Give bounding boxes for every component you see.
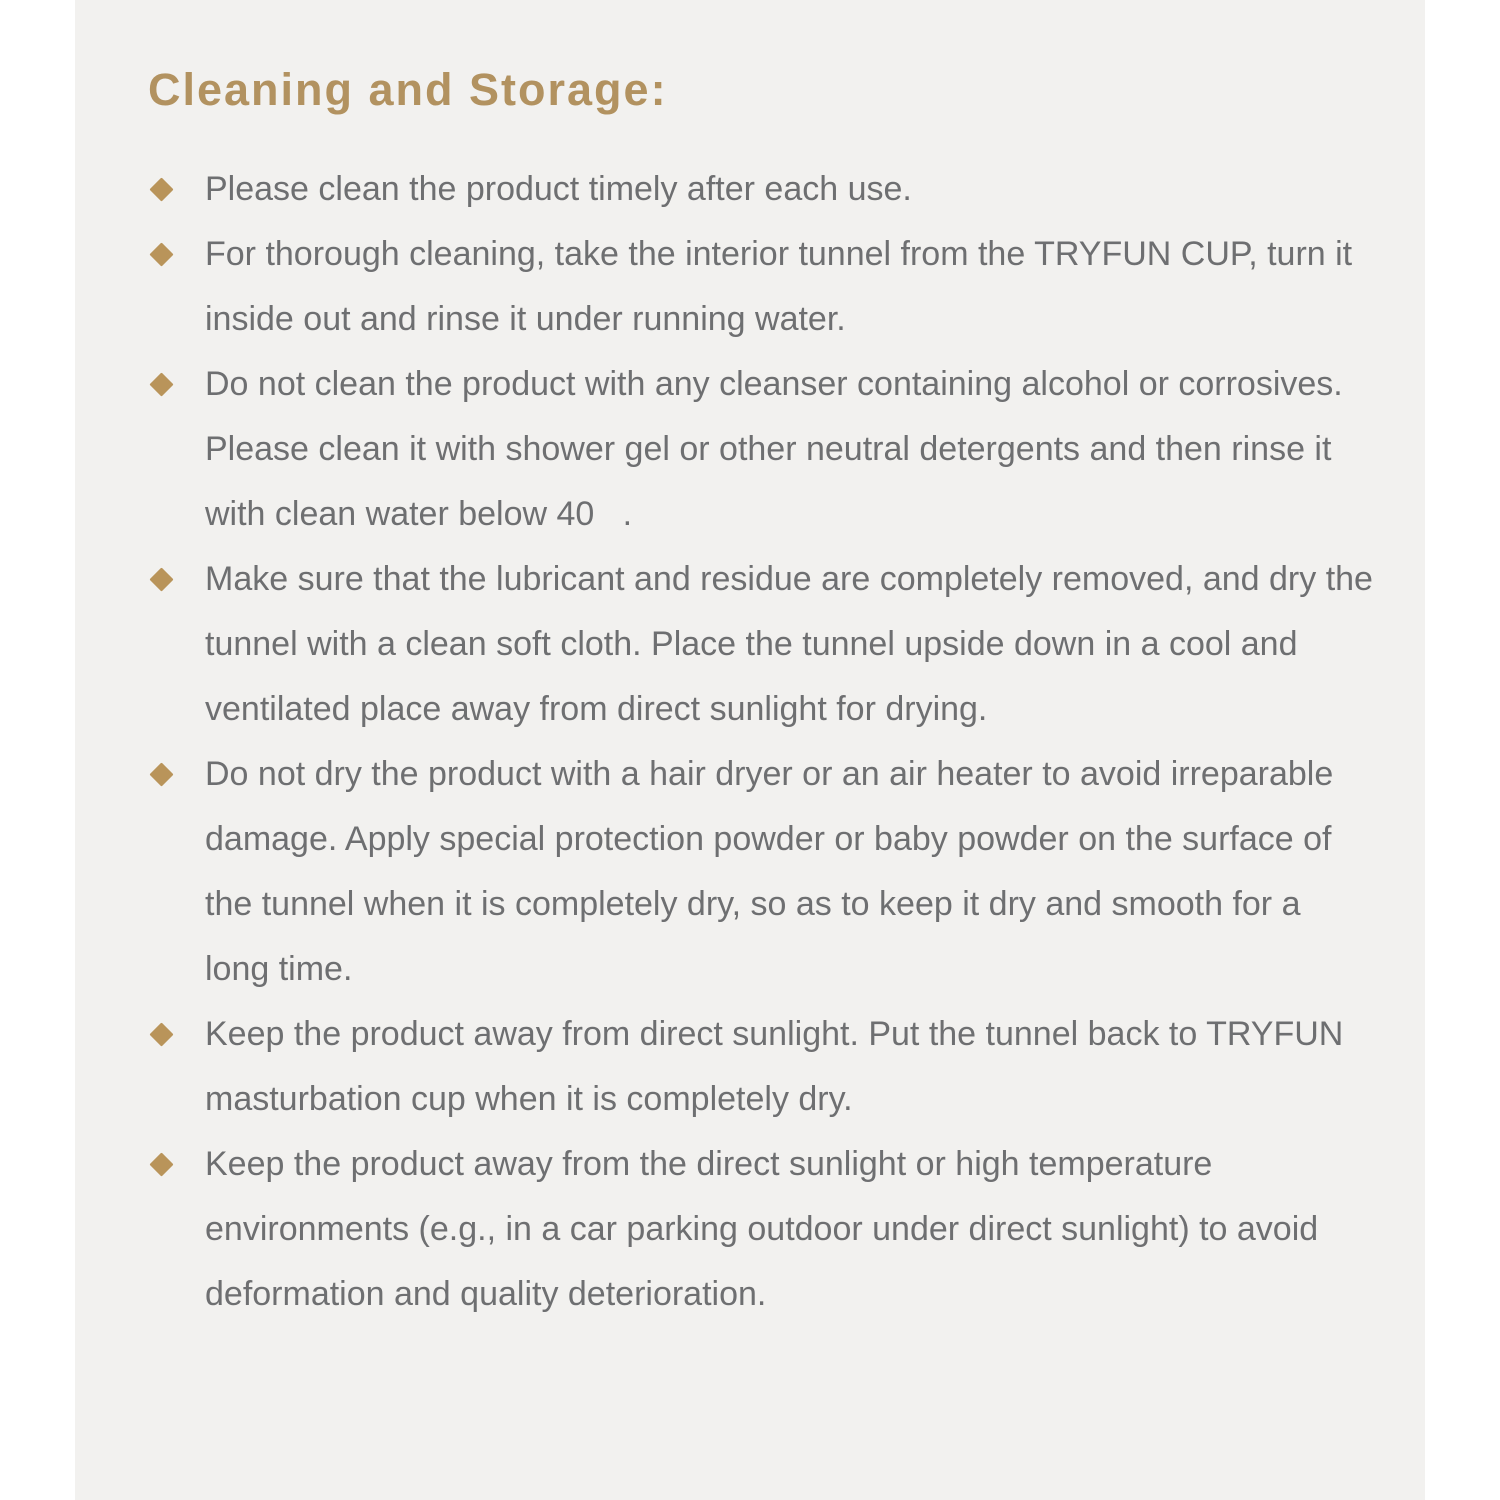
section-title: Cleaning and Storage: xyxy=(148,64,668,115)
list-item xyxy=(148,547,1373,742)
diamond-bullet-icon xyxy=(149,568,173,592)
cleaning-instructions-list xyxy=(148,157,1375,1327)
list-item-text: Please clean the product timely after each use. xyxy=(205,170,912,209)
list-item-text: For thorough cleaning, take the interior tunnel from the TRYFUN CUP, turn it inside out and rinse it under running water. xyxy=(205,235,1353,339)
list-item xyxy=(148,157,1373,222)
diamond-bullet-icon xyxy=(149,373,173,397)
diamond-bullet-icon xyxy=(149,178,173,202)
list-item-text: Do not clean the product with any cleanser containing alcohol or corrosives. Please clean it with shower gel or other neutral detergents and then rinse it with clean water below 40 . xyxy=(205,365,1343,534)
list-item xyxy=(148,1132,1373,1327)
diamond-bullet-icon xyxy=(149,1023,173,1047)
list-item xyxy=(148,352,1373,547)
diamond-bullet-icon xyxy=(149,1153,173,1177)
list-item xyxy=(148,1002,1373,1132)
list-item xyxy=(148,222,1373,352)
diamond-bullet-icon xyxy=(149,243,173,267)
list-item-text: Keep the product away from the direct sunlight or high temperature environments (e.g., in a car parking outdoor under direct sunlight) to avoid deformation and quality deterioration. xyxy=(205,1145,1319,1314)
list-item xyxy=(148,742,1373,1002)
diamond-bullet-icon xyxy=(149,763,173,787)
list-item-text: Keep the product away from direct sunlight. Put the tunnel back to TRYFUN masturbation cup when it is completely dry. xyxy=(205,1015,1344,1119)
list-item-text: Do not dry the product with a hair dryer or an air heater to avoid irreparable damage. Apply special protection powder or baby powder on the surface of the tunnel when it is completely dry, so as to keep it dry and smooth for a long time. xyxy=(205,755,1334,989)
document-body xyxy=(75,0,1425,1500)
list-item-text: Make sure that the lubricant and residue are completely removed, and dry the tunnel with a clean soft cloth. Place the tunnel upside down in a cool and ventilated place away from direct sunlight for drying. xyxy=(205,560,1373,729)
